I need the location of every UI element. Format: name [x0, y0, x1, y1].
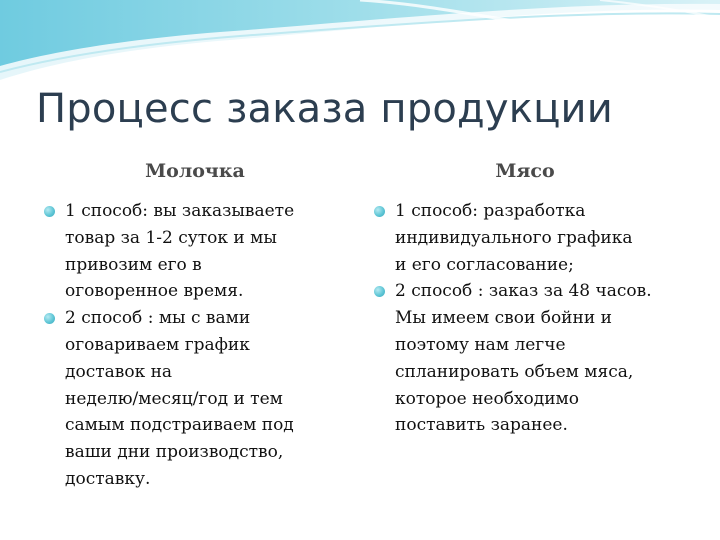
list-item	[44, 198, 344, 305]
bullet-icon	[374, 286, 385, 297]
list-item-text: 1 способ: разработка индивидуального графика и его согласование;	[395, 201, 633, 275]
column-heading-dairy: Молочка	[145, 160, 245, 182]
bullet-icon	[44, 313, 55, 324]
list-item	[44, 305, 344, 493]
wave-decoration	[0, 0, 720, 90]
list-item-text: 2 способ : мы с вами оговариваем график доставок на неделю/месяц/год и тем самым подстраиваем под ваши дни производство, доставку.	[65, 308, 294, 489]
meat-list	[374, 198, 684, 439]
list-item-text: 1 способ: вы заказываете товар за 1-2 суток и мы привозим его в оговоренное время.	[65, 201, 295, 302]
dairy-list	[44, 198, 344, 493]
slide-title: Процесс заказа продукции	[36, 86, 613, 132]
list-item	[374, 198, 684, 278]
column-heading-meat: Мясо	[495, 160, 555, 182]
bullet-icon	[374, 206, 385, 217]
list-item	[374, 278, 684, 439]
list-item-text: 2 способ : заказ за 48 часов. Мы имеем свои бойни и поэтому нам легче спланировать объем мяса, которое необходимо поставить заранее.	[395, 281, 652, 436]
bullet-icon	[44, 206, 55, 217]
